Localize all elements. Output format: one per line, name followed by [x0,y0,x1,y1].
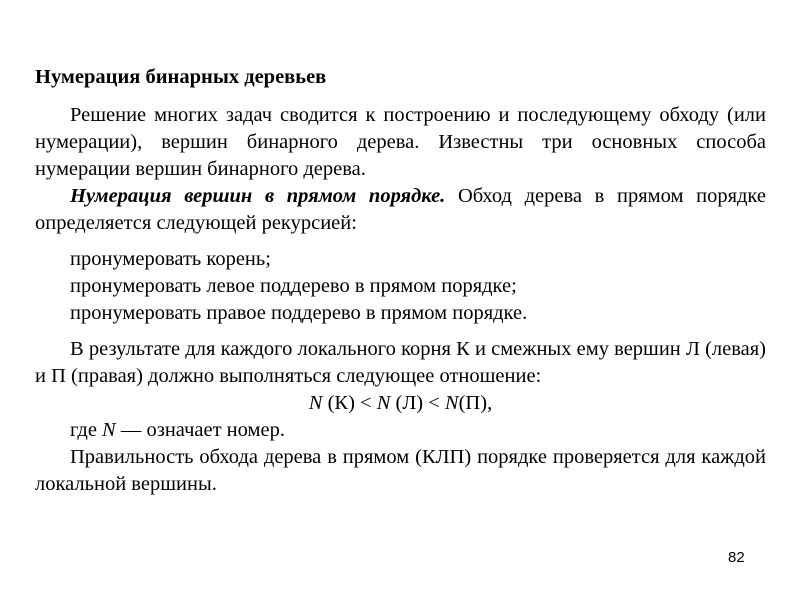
relation-paragraph: В результате для каждого локального корня К и смежных ему вершин Л (левая) и П (правая) должно выполняться следующее отношение: [35,338,766,387]
formula-n3: N [444,392,459,414]
where-suffix: — означает номер. [115,419,285,441]
slide-content [35,62,766,498]
step-number-right-subtree: пронумеровать правое поддерево в прямом порядке. [70,302,528,324]
preorder-paragraph [35,183,766,237]
formula-part2: (Л) < [390,392,445,414]
spacer [35,327,766,336]
where-prefix: где [70,419,103,441]
where-n: N [102,419,116,441]
step-number-root: пронумеровать корень; [70,248,271,270]
preorder-text: Обход дерева в прямом порядке определяется следующей рекурсией: [35,185,766,234]
order-formula [35,390,766,417]
conclusion-paragraph: Правильность обхода дерева в прямом (КЛП) порядке проверяется для каждой локальной вершины. [35,446,766,495]
spacer [35,237,766,246]
formula-part3: (П), [458,392,493,414]
step-number-left-subtree: пронумеровать левое поддерево в прямом порядке; [70,275,517,297]
page-number: 82 [728,549,745,566]
where-line [35,417,766,444]
preorder-lead: Нумерация вершин в прямом порядке. [70,185,446,207]
formula-n2: N [376,392,391,414]
recursion-steps [35,246,766,327]
section-heading: Нумерация бинарных деревьев [35,66,327,88]
formula-part1: (К) < [322,392,377,414]
formula-n1: N [308,392,323,414]
intro-paragraph: Решение многих задач сводится к построению и последующему обходу (или нумерации), вершин бинарного дерева. Известны три основных способа нумерации вершин бинарного дерева. [35,104,766,180]
